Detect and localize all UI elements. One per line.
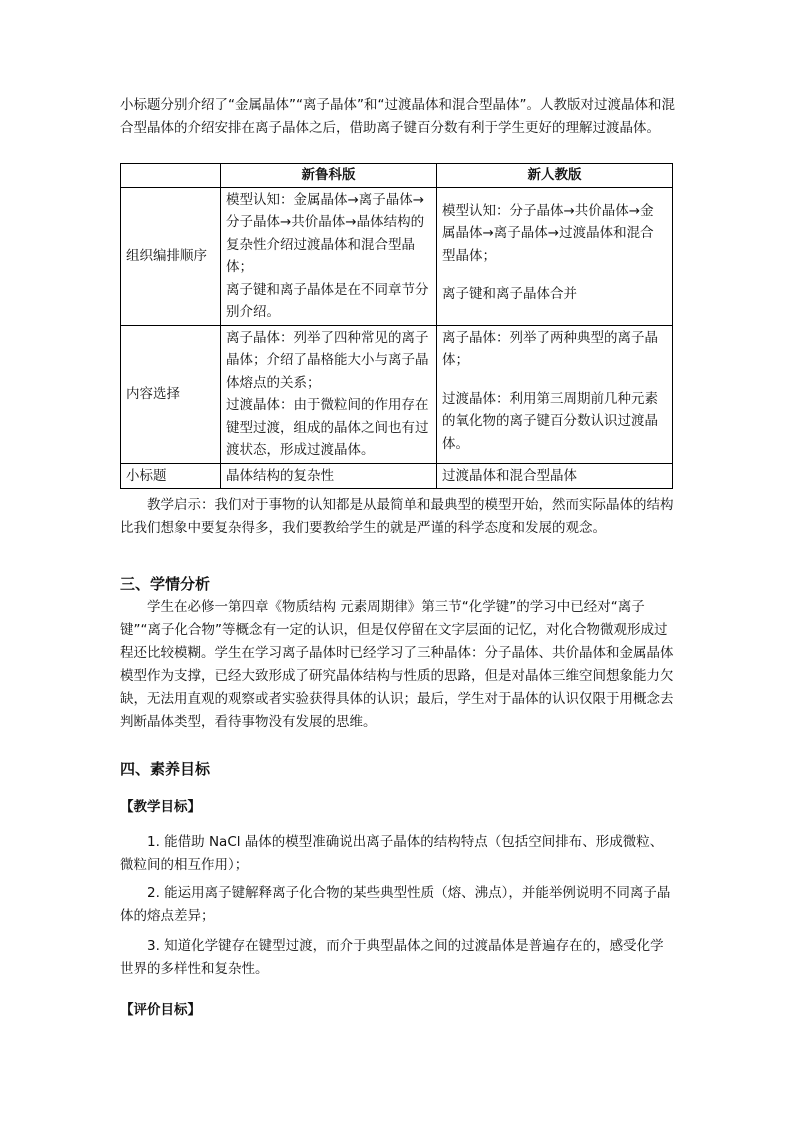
section-heading: 三、学情分析	[120, 575, 211, 593]
intro-paragraph: 小标题分别介绍了“金属晶体”“离子晶体”和“过渡晶体和混合型晶体”。人教版对过渡晶体和混合型晶体的介绍安排在离子晶体之后，借助离子键百分数有利于学生更好的理解过渡晶体。	[120, 97, 675, 136]
cell-gap	[442, 267, 667, 283]
cell-text: 离子键和离子晶体是在不同章节分别介绍。	[226, 281, 429, 320]
evaluation-goals-label: 【评价目标】	[120, 1002, 201, 1018]
cell-gap	[442, 372, 667, 388]
learning-analysis-paragraph: 学生在必修一第四章《物质结构 元素周期律》第三节“化学键”的学习中已经对“离子键”“离子化合物”等概念有一定的认识，但是仅停留在文字层面的记忆，对化合物微观形成过程还比较模糊。学生在学习离子晶体时已经学习了三种晶体：分子晶体、共价晶体和金属晶体模型作为支撑，已经大致形成了研究晶体结构与性质的思路，但是对晶体三维空间想象能力欠缺，无法用直观的观察或者实验获得具体的认识；最后，学生对于晶体的认识仅限于用概念去判断晶体类型，看待事物没有发展的思维。	[120, 599, 674, 730]
table-cell	[437, 187, 673, 325]
section-heading: 四、素养目标	[120, 760, 211, 778]
cell-text: 离子键和离子晶体合并	[442, 286, 577, 302]
table-header-row	[121, 164, 673, 188]
cell-text: 过渡晶体：由于微粒间的作用存在键型过渡，组成的晶体之间也有过渡状态，形成过渡晶体。	[226, 397, 429, 458]
row-label: 内容选择	[121, 325, 221, 463]
table-header-cell	[121, 164, 221, 188]
table-cell: 过渡晶体和混合型晶体	[437, 463, 673, 489]
teaching-goals-label: 【教学目标】	[120, 799, 201, 815]
goal-item: 2. 能运用离子键解释离子化合物的某些典型性质（熔、沸点），并能举例说明不同离子晶体的熔点差异；	[120, 885, 671, 924]
table-row	[121, 463, 673, 489]
cell-text: 过渡晶体：利用第三周期前几种元素的氧化物的离子键百分数认识过渡晶体。	[442, 390, 658, 452]
teaching-insight-paragraph: 教学启示：我们对于事物的认知都是从最简单和最典型的模型开始，然而实际晶体的结构比我们想象中要复杂得多，我们要教给学生的就是严谨的科学态度和发展的观念。	[120, 497, 674, 536]
table-cell	[221, 325, 437, 463]
cell-text: 模型认知：分子晶体→共价晶体→金属晶体→离子晶体→过渡晶体和混合型晶体；	[442, 202, 654, 264]
table-cell	[437, 325, 673, 463]
cell-text: 模型认知：金属晶体→离子晶体→分子晶体→共价晶体→晶体结构的复杂性介绍过渡晶体和混合型晶体；	[226, 191, 425, 275]
goal-item: 1. 能借助 NaCl 晶体的模型准确说出离子晶体的结构特点（包括空间排布、形成微粒、微粒间的相互作用）；	[120, 834, 664, 873]
table-row	[121, 325, 673, 463]
table-header-cell: 新鲁科版	[221, 164, 437, 188]
table-cell: 晶体结构的复杂性	[221, 463, 437, 489]
comparison-table	[120, 163, 673, 489]
goal-item: 3. 知道化学键存在键型过渡，而介于典型晶体之间的过渡晶体是普遍存在的，感受化学世界的多样性和复杂性。	[120, 938, 664, 977]
table-row	[121, 187, 673, 325]
cell-text: 离子晶体：列举了两种典型的离子晶体；	[442, 329, 658, 368]
cell-text: 离子晶体：列举了四种常见的离子晶体；介绍了晶格能大小与离子晶体熔点的关系；	[226, 329, 429, 391]
row-label: 组织编排顺序	[121, 187, 221, 325]
table-cell	[221, 187, 437, 325]
row-label: 小标题	[121, 463, 221, 489]
table-header-cell: 新人教版	[437, 164, 673, 188]
